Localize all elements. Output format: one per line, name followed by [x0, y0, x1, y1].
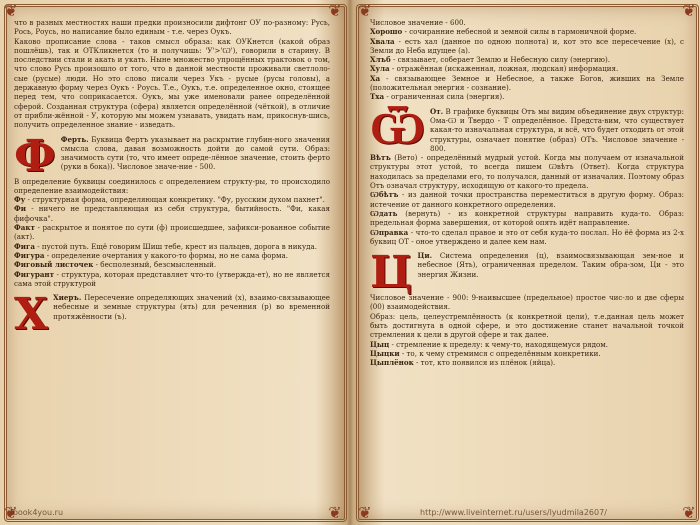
fert-item-text: - определение очертания у какого-то формы, но не сама форма.	[44, 250, 288, 260]
corner-ornament-icon: ❦	[358, 503, 372, 522]
corner-ornament-icon: ❦	[682, 1, 696, 20]
tsi-heading: Ци.	[417, 251, 433, 261]
tsi-item-text: - то, к чему стремимся с определённым конкретики.	[399, 348, 601, 358]
tsi-text: Система определения (ц), взаимосвязывающая зем-ное и небесное (Ять), ограниченная пределом. Таким обра-зом, Ци - это энергия Жизни.	[417, 251, 684, 279]
fert-item-text: - ничего не представляющая из себя структура, бытийность. "Фи, какая фифочка".	[14, 204, 330, 223]
fert-item-text: - пустой путь. Ещё говорим Шиш тебе, крест из пальцев, дорога в никуда.	[34, 241, 317, 251]
tsi-drop-cap: Ц	[370, 247, 413, 299]
tsi-item-term: Цыц	[370, 339, 390, 349]
fert-item-text: - структурная форма, определяющая конкретику. "Фу, русским духом пахнет".	[25, 195, 325, 205]
right-intro-line	[370, 64, 684, 73]
ot-item-term: Вѣтъ	[370, 153, 391, 163]
kher-drop-cap: Х	[14, 289, 49, 341]
ot-item	[370, 228, 684, 247]
corner-ornament-icon: ❦	[358, 1, 372, 20]
fert-list	[14, 195, 330, 288]
right-intro-text: - сочиранние небесной и земной силы в гармоничной форме.	[402, 27, 637, 37]
fert-after: В определение буквицы соединилось с определением структу-ры, то происходило определение взаимодействия:	[14, 176, 330, 195]
right-intro-term: Хорошо	[370, 27, 403, 37]
left-intro-2: Каково прописание слова - таков смысл образа: как ОУКнется (какой образ пошлёшь), так и ОТКликнется (то и получишь: 'У'>'Ѡ'), говорили в старину. В последствии стали и акать и укать. Ныне множество упрощённых трактовок о том, что слово Русь произошло от того, что в данной местности проживали светлоло-сые (русые) люди. Но это слово писали через Укъ - русые (русы головы), а державную форму через Оукъ - Роусь. Т.е., Оукъ, т.е. определенное окно, стоящее перед тем, что соприкасается. Оукъ, мы уже именовали ранее определённой сферой. Созданная структура (сфера) является определённой (чёткой), в отличие от прибли-жённой - У, которую мы можем узнавать, увидать нам, прикоснув-шись, получить определенное знание - изведать.	[14, 36, 330, 130]
tsi-obraz: Образ: цель, целеустремлённость (к конкретной цели), т.е.данная цель может быть достигнута в одной сфере, и это достижение станет начальной точкой стремления к цели в другой сфере и так далее.	[370, 311, 684, 340]
fert-item-term: Фигурант	[14, 269, 55, 279]
right-intro-text: - связывающее Земное и Небесное, а также Богов, живших на Земле (положительная энергия - сознание).	[370, 73, 684, 93]
fert-item-text: - структура, которая представляет что-то (утвержда-ет), но не является сама этой структурой	[14, 269, 330, 288]
ot-item	[370, 153, 684, 190]
right-intro-term: Хула	[370, 64, 390, 74]
fert-item	[14, 223, 330, 242]
watermark-right[interactable]: http://www.liveinternet.ru/users/lyudmila2607/	[420, 508, 607, 517]
tsi-item	[370, 358, 684, 367]
ot-item-text: - из данной точки пространства переместиться в другую форму. Образ: истечение от данного конкретного определения.	[370, 190, 684, 209]
ot-item-term: Ѡправка	[370, 227, 409, 237]
ot-item-text: - что-то сделал правое и это от себя куда-то послал. Но ёё форма из 2-х буквиц ОТ - оное утверждено и далее кем нам.	[370, 227, 684, 246]
ot-list	[370, 153, 684, 246]
tsi-item-term: Цыплёнок	[370, 358, 414, 368]
corner-ornament-icon: ❦	[4, 1, 18, 20]
ot-paragraph	[370, 102, 684, 154]
right-intro-text: - есть хал (данное по одною полнота) и, кот это все пересечение (х), с Земли до Неба идущее (а).	[370, 36, 684, 55]
ot-item-text: (вернуть) - из конкретной структуры направить куда-то. Образ: предельная форма завершения, от которой опять идёт направление.	[370, 208, 684, 228]
right-intro-term: Хвала	[370, 36, 395, 46]
right-intro-line	[370, 37, 684, 56]
fert-heading: Ферть.	[60, 134, 89, 144]
right-intro-text: - ограниченная сила (энергия).	[384, 92, 505, 102]
corner-ornament-icon: ❦	[4, 503, 18, 522]
ot-item-text: (Вето) - определённый мудрый устой. Когда мы получаем от изначальной структуры этот устой, то всегда пишем Ѡвѣтъ (Ответ). Когда структура находилась за пределами его, то получался, данный от изначалия. Поэтому образ Отъ означал структуру, исходящую от какого-то предела.	[370, 153, 684, 191]
fert-drop-cap: Ф	[14, 130, 56, 182]
ot-item-term: Ѡбѣтъ	[370, 190, 399, 200]
ot-item	[370, 209, 684, 228]
ot-text: В графике буквицы Отъ мы видим объединение двух структур: Ома-Ѡ и Твердо - Т определённое. Предста-вим, что существует какая-то изначальная структура, и всё, что будет отходить от этой структуры, означает понятие (образ) ОТъ. Числовое значение - 800.	[430, 106, 684, 153]
corner-ornament-icon: ❦	[328, 503, 342, 522]
tsi-item	[370, 349, 684, 358]
right-intro-term: Ха	[370, 73, 381, 83]
right-intro-line	[370, 55, 684, 64]
corner-ornament-icon: ❦	[682, 503, 696, 522]
ot-heading: От.	[430, 106, 444, 116]
right-intro	[370, 18, 684, 102]
left-page	[14, 18, 330, 341]
kher-text: Пересечение определяющих значений (х), взаимо-связывающее небесные и земные структуры (ять) для реченния (р) во временной протяжённости (ъ).	[53, 293, 330, 321]
right-intro-text: - отражённая (искаженная, ложная, людская) информация.	[389, 64, 619, 74]
tsi-paragraph	[370, 247, 684, 299]
tsi-after: Числовое значение - 900: 9-наивысшее (предельное) простое чис-ло и две сферы (00) взаимодействия.	[370, 293, 684, 312]
fert-text: Буквица Фертъ указывает на раскрытие глубин-ного значения смысла слова, давая возможность дойти до самой сути. Образ: значимость сути (то, что имеет опреде-лённое значение, стоить ферто (руки в бока)). Числовое значе-ние - 500.	[60, 134, 330, 172]
fert-item	[14, 242, 330, 251]
fert-item-term: Фи	[14, 204, 26, 214]
corner-ornament-icon: ❦	[328, 1, 342, 20]
right-intro-line	[370, 27, 684, 36]
fert-item-term: Фу	[14, 195, 26, 205]
right-intro-text: - связывает, соберает Землю и Небесную силу (энергию).	[390, 55, 610, 65]
fert-item	[14, 204, 330, 223]
ot-drop-cap: Ѿ	[370, 102, 426, 154]
fert-item	[14, 251, 330, 260]
right-intro-term: Хлъб	[370, 55, 391, 65]
watermark-left: fbook4you.ru	[10, 508, 64, 517]
tsi-item-text: - стремление к пределу: к чему-то, находящемуся рядом.	[389, 339, 608, 349]
fert-item-term: Фиговый листочек	[14, 260, 94, 270]
fert-item-text: - бесполезный, безсмысленный.	[93, 260, 217, 270]
tsi-item-text: - тот, кто появился из плёнок (яйца).	[413, 358, 556, 368]
right-intro-term: Тха	[370, 92, 385, 102]
fert-item	[14, 260, 330, 269]
right-intro-line	[370, 74, 684, 93]
tsi-item	[370, 340, 684, 349]
right-intro-line: Числовое значение - 600.	[370, 18, 466, 27]
ot-item	[370, 190, 684, 209]
fert-item	[14, 270, 330, 289]
tsi-list	[370, 340, 684, 368]
fert-item-text: - раскрытое и понятое по сути (ф) происшедшее, зафикси-рованное событие (акт).	[14, 223, 330, 242]
fert-item-term: Факт	[14, 223, 35, 233]
fert-item-term: Фигура	[14, 250, 45, 260]
right-intro-line	[370, 92, 684, 101]
kher-paragraph	[14, 289, 330, 341]
fert-paragraph	[14, 130, 330, 182]
ot-item-term: Ѡдать	[370, 208, 398, 218]
kher-heading: Хиеръ.	[53, 293, 82, 303]
fert-item-term: Фига	[14, 241, 35, 251]
fert-item	[14, 195, 330, 204]
left-intro-1: что в разных местностях наши предки произносили дифтонг ОУ по-разному: Русь, Рось, Роусь, но написание было единым - т.е. через Оукъ.	[14, 18, 330, 37]
right-page	[370, 18, 684, 368]
tsi-item-term: Цыцки	[370, 348, 400, 358]
